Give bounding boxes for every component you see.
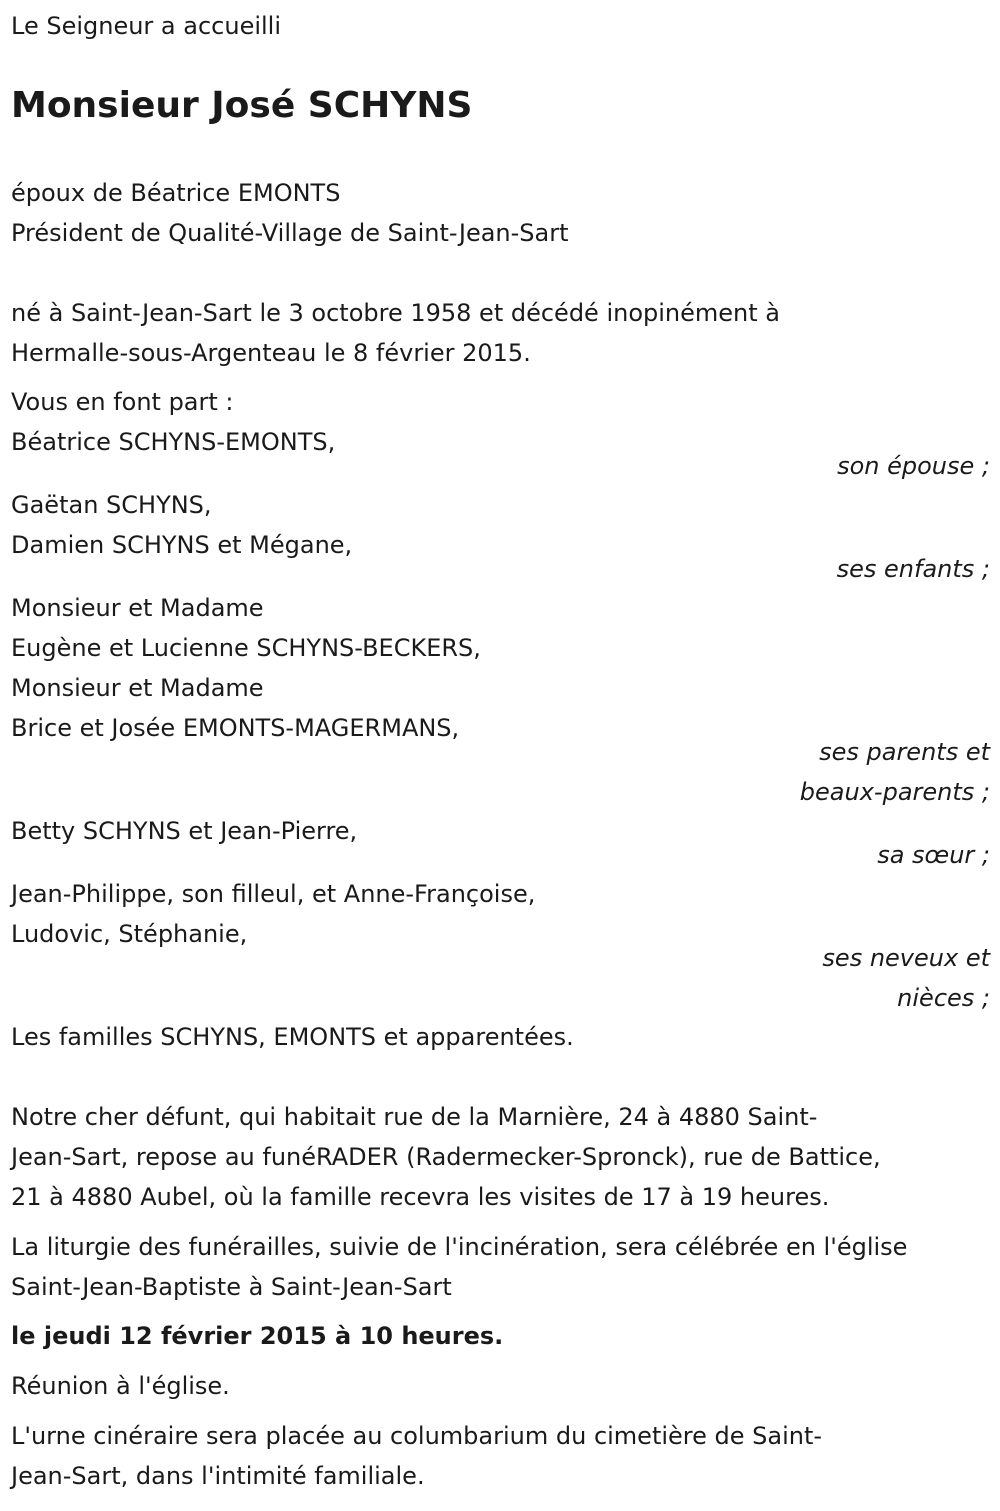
family-name: Brice et Josée EMONTS-MAGERMANS, [11, 714, 460, 742]
residence-line: Notre cher défunt, qui habitait rue de la Marnière, 24 à 4880 Saint- [11, 1103, 818, 1131]
announce-text: Vous en font part : [11, 388, 234, 416]
family-name: Monsieur et Madame [11, 594, 264, 622]
family-name: Ludovic, Stéphanie, [11, 920, 248, 948]
family-name: Gaëtan SCHYNS, [11, 491, 212, 519]
spouse-line: époux de Béatrice EMONTS [11, 179, 341, 207]
date-block [11, 1316, 990, 1356]
title-line: Président de Qualité-Village de Saint-Jean-Sart [11, 219, 569, 247]
liturgy-line: La liturgie des funérailles, suivie de l'incinération, sera célébrée en l'église [11, 1233, 908, 1261]
death-line: Hermalle-sous-Argenteau le 8 février 2015. [11, 339, 531, 367]
liturgy-line: Saint-Jean-Baptiste à Saint-Jean-Sart [11, 1273, 452, 1301]
families-block [11, 1017, 990, 1057]
deceased-name: Monsieur José SCHYNS [11, 85, 473, 126]
meeting-line: Réunion à l'église. [11, 1372, 230, 1400]
urn-line: Jean-Sart, dans l'intimité familiale. [11, 1462, 425, 1490]
family-name: Eugène et Lucienne SCHYNS-BECKERS, [11, 634, 481, 662]
family-role: son épouse ; [837, 452, 990, 480]
family-role: ses parents et [819, 738, 990, 766]
family-role: ses neveux et [822, 944, 990, 972]
family-role: beaux-parents ; [799, 778, 990, 806]
birth-line: né à Saint-Jean-Sart le 3 octobre 1958 et décédé inopinément à [11, 299, 780, 327]
family-group-children [11, 485, 990, 589]
family-group-nephews [11, 874, 990, 1018]
family-name: Betty SCHYNS et Jean-Pierre, [11, 817, 358, 845]
urn-block [11, 1416, 990, 1496]
residence-line: Jean-Sart, repose au funéRADER (Radermecker-Spronck), rue de Battice, [11, 1143, 881, 1171]
families-line: Les familles SCHYNS, EMONTS et apparentées. [11, 1023, 574, 1051]
announce-block [11, 382, 990, 486]
family-name: Damien SCHYNS et Mégane, [11, 531, 353, 559]
family-role: nièces ; [897, 984, 990, 1012]
family-name: Monsieur et Madame [11, 674, 264, 702]
identity-block [11, 173, 990, 253]
intro-text: Le Seigneur a accueilli [11, 12, 282, 40]
liturgy-block [11, 1227, 990, 1307]
residence-block [11, 1097, 990, 1217]
residence-line: 21 à 4880 Aubel, où la famille recevra les visites de 17 à 19 heures. [11, 1183, 830, 1211]
family-group-sister [11, 811, 990, 875]
family-name: Béatrice SCHYNS-EMONTS, [11, 428, 336, 456]
family-group-parents [11, 588, 990, 812]
birth-death-block [11, 293, 990, 373]
family-role: ses enfants ; [836, 555, 990, 583]
meeting-block [11, 1366, 990, 1406]
family-role: sa sœur ; [877, 841, 990, 869]
urn-line: L'urne cinéraire sera placée au columbarium du cimetière de Saint- [11, 1422, 823, 1450]
family-name: Jean-Philippe, son filleul, et Anne-Françoise, [11, 880, 536, 908]
ceremony-date: le jeudi 12 février 2015 à 10 heures. [11, 1322, 504, 1350]
